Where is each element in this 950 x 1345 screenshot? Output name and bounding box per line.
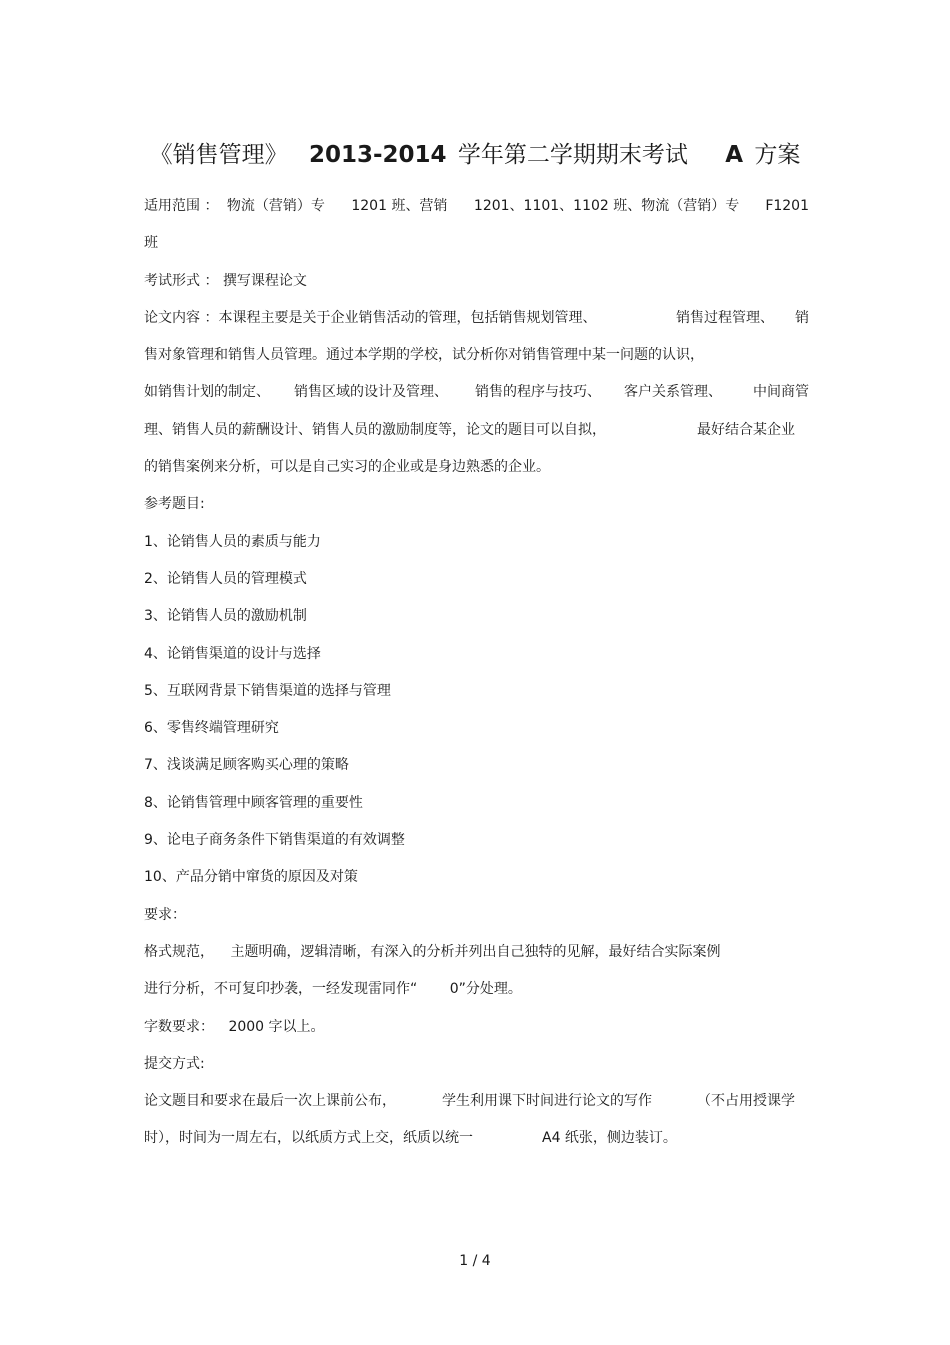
topic-text: 9、论电子商务条件下销售渠道的有效调整 (144, 832, 405, 849)
document-body (144, 195, 809, 1165)
topic-text: 7、浅谈满足顾客购买心理的策略 (144, 757, 349, 774)
wordcount-line (144, 1016, 809, 1038)
topic-text: 5、互联网背景下销售渠道的选择与管理 (144, 682, 391, 699)
wordcount-label: 字数要求： (144, 1018, 214, 1035)
topic-text: 8、论销售管理中顾客管理的重要性 (144, 794, 363, 811)
scope-cont: 班 (144, 235, 158, 252)
submit-heading: 提交方式: (144, 1055, 205, 1072)
topic-item (144, 605, 809, 627)
content-l3b: 销售区域的设计及管理、 (294, 384, 448, 401)
title-term: 学年第二学期期末考试 (457, 142, 688, 168)
topic-item (144, 866, 809, 888)
content-l3c: 销售的程序与技巧、 (475, 384, 601, 401)
content-line-2 (144, 344, 809, 366)
topic-text: 2、论销售人员的管理模式 (144, 570, 307, 587)
topic-text: 1、论销售人员的素质与能力 (144, 533, 321, 550)
scope-line-cont (144, 232, 809, 254)
scope-label: 适用范围 ： (144, 198, 219, 214)
content-l1b: 销售过程管理、 (676, 309, 774, 326)
req-heading-line (144, 904, 809, 926)
title-course: 《销售管理》 (149, 142, 288, 168)
content-line-1 (144, 307, 809, 329)
req-heading: 要求： (144, 906, 186, 923)
title-years: 2013-2014 (308, 142, 447, 168)
topic-item (144, 531, 809, 553)
content-line-3 (144, 381, 809, 403)
submit-l2a: 时），时间为一周左右，以纸质方式上交，纸质以统一 (144, 1130, 473, 1147)
content-l5: 的销售案例来分析，可以是自己实习的企业或是身边熟悉的企业。 (144, 459, 550, 476)
content-l1a: 论文内容 ：本课程主要是关于企业销售活动的管理，包括销售规划管理、 (144, 309, 597, 326)
submit-line-2 (144, 1127, 809, 1149)
topic-item (144, 680, 809, 702)
topic-item (144, 829, 809, 851)
title-variant: A (725, 142, 743, 168)
content-l2: 售对象管理和销售人员管理。通过本学期的学校，试分析你对销售管理中某一问题的认识， (144, 347, 704, 364)
scope-seg2: 1201 班、营销 (351, 198, 448, 214)
topic-item (144, 717, 809, 739)
content-l3d: 客户关系管理、 (624, 384, 722, 401)
topic-item (144, 792, 809, 814)
topic-item (144, 568, 809, 590)
topic-item (144, 754, 809, 776)
topic-text: 4、论销售渠道的设计与选择 (144, 645, 321, 662)
req-l1a: 格式规范， (144, 943, 214, 960)
exam-form-line (144, 270, 809, 292)
scope-seg1: 物流（营销）专 (226, 198, 325, 214)
content-line-5 (144, 456, 809, 478)
submit-l1c: （不占用授课学 (697, 1093, 795, 1110)
content-l4a: 理、销售人员的薪酬设计、销售人员的激励制度等，论文的题目可以自拟， (144, 421, 606, 438)
wordcount-value: 2000 字以上。 (228, 1018, 325, 1035)
content-l3e: 中间商管 (753, 384, 809, 401)
page-number: 1 / 4 (459, 1253, 491, 1269)
ref-heading-line (144, 493, 809, 515)
submit-l1b: 学生利用课下时间进行论文的写作 (442, 1093, 652, 1110)
document-title (0, 138, 950, 172)
submit-l1a: 论文题目和要求在最后一次上课前公布， (144, 1093, 396, 1110)
ref-heading: 参考题目: (144, 496, 205, 513)
topic-text: 6、零售终端管理研究 (144, 720, 279, 737)
topic-item (144, 643, 809, 665)
exam-form: 考试形式 ： 撰写课程论文 (144, 272, 307, 289)
content-l3a: 如销售计划的制定、 (144, 384, 270, 401)
req-l2b: 0”分处理。 (449, 981, 522, 998)
topic-text: 10、产品分销中窜货的原因及对策 (144, 869, 358, 886)
scope-seg4: F1201 (765, 198, 809, 214)
title-plan: 方案 (754, 142, 801, 168)
submit-heading-line (144, 1053, 809, 1075)
scope-seg3: 1201、1101、1102 班、物流（营销）专 (473, 198, 740, 214)
submit-l2b: A4 纸张，侧边装订。 (542, 1130, 677, 1147)
req-l2a: 进行分析，不可复印抄袭，一经发现雷同作“ (144, 981, 418, 998)
content-line-4 (144, 419, 809, 441)
content-l4b: 最好结合某企业 (697, 421, 795, 438)
req-l1b: 主题明确，逻辑清晰，有深入的分析并列出自己独特的见解，最好结合实际案例 (230, 943, 721, 960)
req-line-2 (144, 978, 809, 1000)
submit-line-1 (144, 1090, 809, 1112)
req-line-1 (144, 941, 809, 963)
scope-line (144, 195, 809, 217)
content-l1c: 销 (795, 309, 809, 326)
topic-text: 3、论销售人员的激励机制 (144, 608, 307, 625)
